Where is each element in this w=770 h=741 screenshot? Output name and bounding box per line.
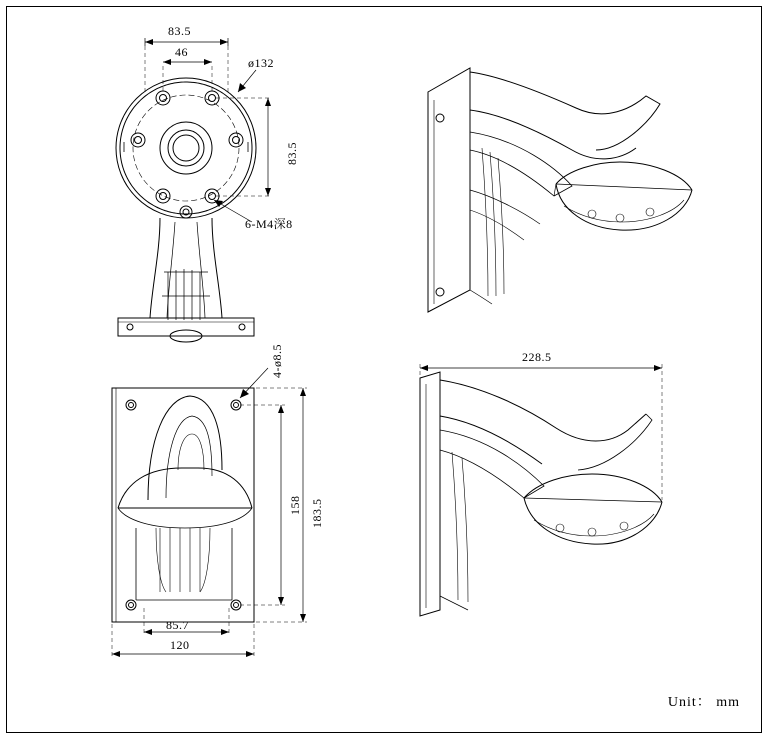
top-view-geometry — [116, 38, 272, 342]
note-screw-holes: 6-M4深8 — [245, 217, 293, 231]
dim-158: 158 — [288, 495, 302, 515]
dim-183-5: 183.5 — [310, 498, 324, 528]
front-view-geometry — [112, 368, 307, 658]
dim-4-phi-8-5: 4-ø8.5 — [270, 344, 284, 378]
unit-label: Unit： mm — [667, 695, 740, 710]
dim-46: 46 — [175, 45, 188, 59]
dim-120: 120 — [170, 638, 190, 652]
dim-85-7: 85.7 — [166, 618, 189, 632]
dim-diameter-132: ø132 — [248, 56, 274, 70]
dim-228-5: 228.5 — [522, 350, 552, 364]
dim-83-5-right: 83.5 — [285, 142, 299, 165]
isometric-view-geometry — [428, 68, 692, 312]
side-view-geometry — [420, 364, 662, 616]
dim-83-5-top: 83.5 — [168, 24, 191, 38]
